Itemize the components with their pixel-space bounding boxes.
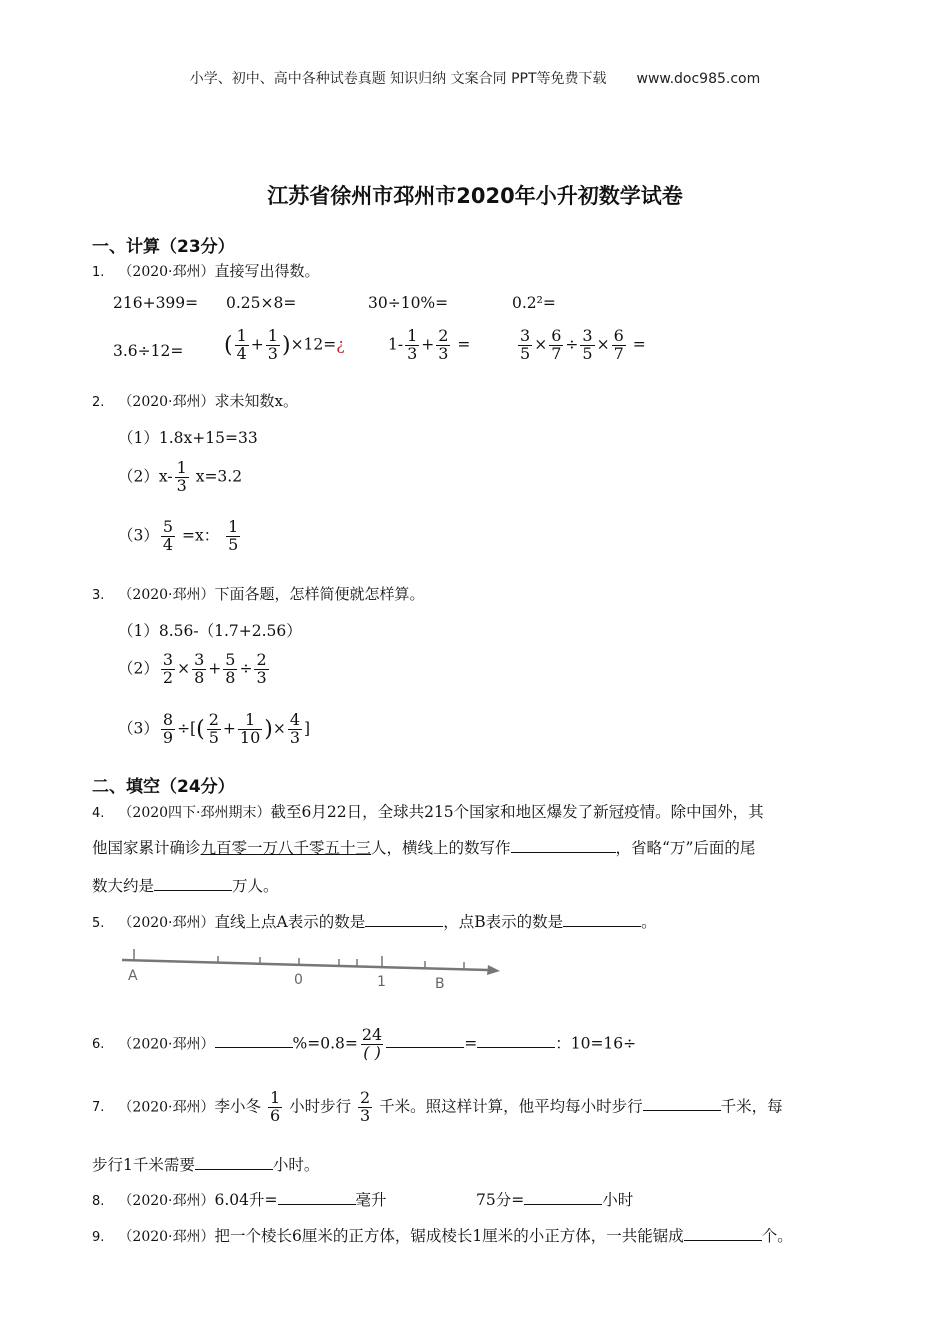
garbled-glyph: ¿ xyxy=(336,335,345,354)
answer-blank[interactable] xyxy=(477,1047,555,1048)
fraction: $\frac{24}{( )}$ xyxy=(361,1025,383,1062)
page-header xyxy=(0,68,950,88)
q2-part-3: （3） $\frac{5}{4}$ =x： $\frac{1}{5}$ xyxy=(118,517,239,554)
question-number: 7. xyxy=(92,1100,105,1116)
question-source: （2020四下·邳州期末） xyxy=(118,805,271,821)
answer-blank[interactable] xyxy=(278,1204,356,1205)
q1-item-7: 1- $\frac{1}{3}$ + $\frac{2}{3}$ = xyxy=(388,326,471,363)
q3-part-2: （2） $\frac{3}{2}$ × $\frac{3}{8}$ + $\frac{5}{8}$ ÷ $\frac{2}{3}$ xyxy=(118,650,267,687)
question-4-line-3: 数大约是 万人。 xyxy=(92,877,279,895)
zero-label: 0 xyxy=(294,972,303,988)
q2-part-2: （2）x- $\frac{1}{3}$ x=3.2 xyxy=(118,458,243,495)
question-source: （2020·邳州） xyxy=(118,1099,215,1116)
fraction: $\frac{3}{2}$ xyxy=(162,650,174,687)
q3-part-1: （1）8.56-（1.7+2.56） xyxy=(118,622,302,640)
fraction: $\frac{5}{4}$ xyxy=(162,517,174,554)
fraction: $\frac{2}{3}$ xyxy=(360,1088,371,1125)
question-2 xyxy=(92,390,298,411)
question-source: （2020·邳州） xyxy=(118,587,215,603)
question-number: 8. xyxy=(92,1194,105,1209)
question-9: 9. （2020·邳州）把一个棱长6厘米的正方体，锯成棱长1厘米的小正方体，一共能锯成 个。 xyxy=(92,1227,793,1245)
answer-blank[interactable] xyxy=(563,926,641,927)
question-source: （2020·邳州） xyxy=(118,1036,215,1053)
question-number: 3. xyxy=(92,588,105,603)
question-4-line-1: 4. （2020四下·邳州期末）截至6月22日，全球共215个国家和地区爆发了新冠疫情。除中国外，其 xyxy=(92,803,764,821)
question-stem: 直接写出得数。 xyxy=(214,262,320,280)
question-stem: 求未知数x。 xyxy=(214,392,298,410)
question-6: 6. （2020·邳州） %=0.8= $\frac{24}{( )}$ = ：10=16÷ xyxy=(92,1025,637,1062)
fraction: $\frac{1}{5}$ xyxy=(228,517,239,554)
underlined-number: 九百零一万八千零五十三 xyxy=(200,839,372,857)
header-text: 小学、初中、高中各种试卷真题 知识归纳 文案合同 PPT等免费下载 xyxy=(189,71,607,87)
section-heading-fill: 二、填空（24分） xyxy=(92,777,235,797)
answer-blank[interactable] xyxy=(215,1047,293,1048)
fraction: $\frac{2}{3}$ xyxy=(256,650,267,687)
question-number: 4. xyxy=(92,806,105,821)
header-site[interactable]: www.doc985.com xyxy=(636,71,761,87)
fraction: $\frac{1}{4}$ xyxy=(236,326,247,363)
question-number: 6. xyxy=(92,1037,105,1053)
answer-blank[interactable] xyxy=(684,1240,762,1241)
question-stem: 下面各题，怎样简便就怎样算。 xyxy=(214,585,425,603)
fraction: $\frac{3}{5}$ xyxy=(582,326,593,363)
fraction: $\frac{8}{9}$ xyxy=(162,710,174,747)
question-8: 8. （2020·邳州）6.04升= 毫升 xyxy=(92,1191,387,1209)
question-8-part-2: 75分= 小时 xyxy=(476,1191,634,1209)
question-number: 5. xyxy=(92,916,105,931)
fraction: $\frac{4}{3}$ xyxy=(289,710,301,747)
one-label: 1 xyxy=(377,974,386,990)
question-source: （2020·邳州） xyxy=(118,264,215,280)
answer-blank[interactable] xyxy=(511,852,616,853)
answer-blank[interactable] xyxy=(195,1169,273,1170)
question-7-line-2: 步行1千米需要 小时。 xyxy=(92,1156,320,1174)
section-heading-calc: 一、计算（23分） xyxy=(92,237,235,257)
answer-blank[interactable] xyxy=(524,1204,602,1205)
fraction: $\frac{6}{7}$ xyxy=(613,326,624,363)
number-line-axis xyxy=(122,960,488,970)
question-7-line-1: 7. （2020·邳州）李小冬 $\frac{1}{6}$ 小时步行 $\frac{2}{3}$ 千米。照这样计算，他平均每小时步行 千米，每 xyxy=(92,1088,783,1125)
question-number: 2. xyxy=(92,395,105,410)
fraction: $\frac{2}{5}$ xyxy=(208,710,219,747)
q1-item-8: $\frac{3}{5}$ × $\frac{6}{7}$ ÷ $\frac{3}{5}$ × $\frac{6}{7}$ = xyxy=(520,326,646,363)
question-number: 1. xyxy=(92,265,105,280)
page-title: 江苏省徐州市邳州市2020年小升初数学试卷 xyxy=(267,184,683,208)
fraction: $\frac{3}{5}$ xyxy=(520,326,531,363)
question-4-line-2: 他国家累计确诊九百零一万八千零五十三人，横线上的数写作 ，省略“万”后面的尾 xyxy=(92,839,756,857)
fraction: $\frac{6}{7}$ xyxy=(551,326,562,363)
point-a-label: A xyxy=(128,968,138,984)
question-source: （2020·邳州） xyxy=(118,915,215,931)
number-line xyxy=(118,940,508,996)
fraction: $\frac{2}{3}$ xyxy=(438,326,449,363)
fraction: $\frac{1}{10}$ xyxy=(239,710,261,747)
question-1 xyxy=(92,260,320,281)
question-source: （2020·邳州） xyxy=(118,1229,215,1245)
q1-item-4: 0.2²= xyxy=(512,294,556,312)
q1-item-1: 216+399= xyxy=(113,294,199,312)
question-3 xyxy=(92,583,425,604)
fraction: $\frac{1}{6}$ xyxy=(269,1088,281,1125)
question-source: （2020·邳州） xyxy=(118,1193,215,1209)
fraction: $\frac{3}{8}$ xyxy=(194,650,205,687)
question-5: 5. （2020·邳州）直线上点A表示的数是 ，点B表示的数是 。 xyxy=(92,913,657,931)
fraction: $\frac{1}{3}$ xyxy=(407,326,418,363)
answer-blank[interactable] xyxy=(365,926,443,927)
q1-item-2: 0.25×8= xyxy=(226,294,297,312)
question-number: 9. xyxy=(92,1230,105,1245)
question-source: （2020·邳州） xyxy=(118,394,215,410)
point-b-label: B xyxy=(435,976,445,992)
number-line-arrow xyxy=(487,965,500,975)
q1-item-5: 3.6÷12= xyxy=(113,342,184,360)
fraction: $\frac{1}{3}$ xyxy=(176,458,187,495)
q1-item-3: 30÷10%= xyxy=(368,294,449,312)
fraction: $\frac{1}{3}$ xyxy=(267,326,278,363)
answer-blank[interactable] xyxy=(643,1110,721,1111)
q2-part-1: （1）1.8x+15=33 xyxy=(118,429,258,447)
answer-blank[interactable] xyxy=(386,1047,464,1048)
q1-item-6: ( $\frac{1}{4}$ + $\frac{1}{3}$ )×12=¿ xyxy=(224,326,345,363)
answer-blank[interactable] xyxy=(154,890,232,891)
q3-part-3: （3） $\frac{8}{9}$ ÷[( $\frac{2}{5}$ + $\frac{1}{10}$ )× $\frac{4}{3}$ ] xyxy=(118,710,311,747)
fraction: $\frac{5}{8}$ xyxy=(225,650,236,687)
